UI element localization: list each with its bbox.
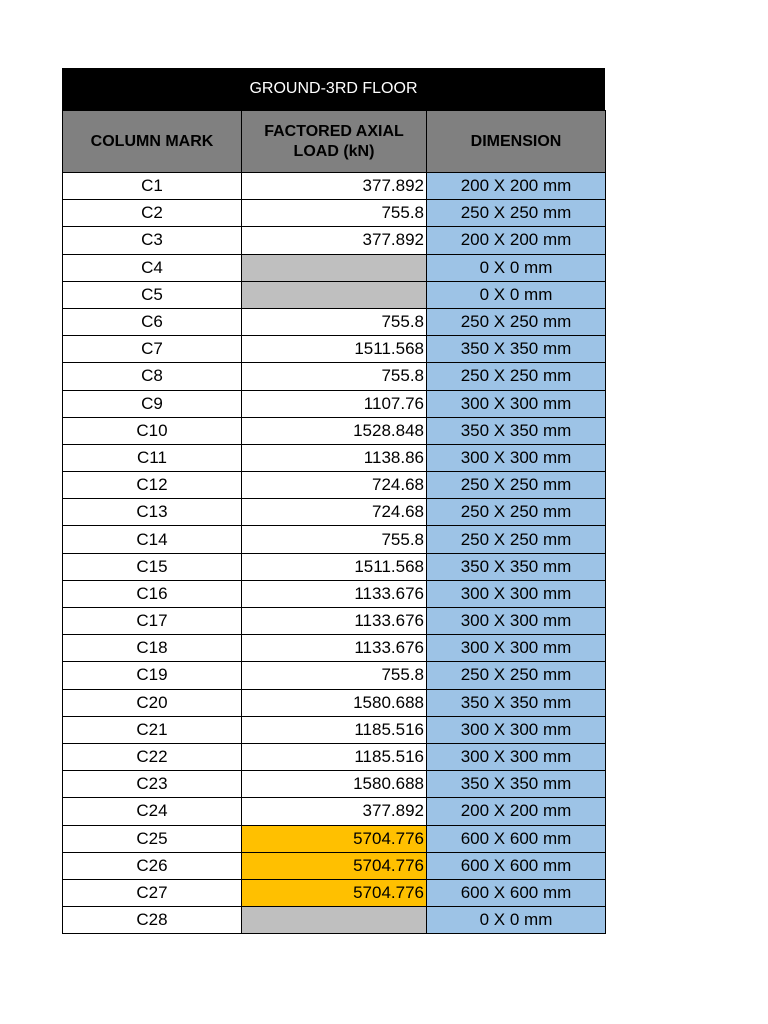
table-row	[63, 417, 606, 444]
dimension-cell: 0 X 0 mm	[427, 254, 606, 281]
factored-axial-load-cell: 1133.676	[242, 580, 427, 607]
column-mark-cell: C16	[63, 580, 242, 607]
dimension-cell: 350 X 350 mm	[427, 553, 606, 580]
dimension-cell: 350 X 350 mm	[427, 336, 606, 363]
factored-axial-load-cell: 755.8	[242, 662, 427, 689]
factored-axial-load-cell: 377.892	[242, 798, 427, 825]
table-title: GROUND-3RD FLOOR	[62, 68, 605, 110]
factored-axial-load-cell: 1185.516	[242, 743, 427, 770]
table-row	[63, 526, 606, 553]
header-row	[63, 111, 606, 173]
dimension-cell: 350 X 350 mm	[427, 689, 606, 716]
column-load-table	[62, 110, 606, 934]
dimension-cell: 250 X 250 mm	[427, 472, 606, 499]
column-mark-cell: C9	[63, 390, 242, 417]
table-row	[63, 907, 606, 934]
table-row	[63, 553, 606, 580]
table-row	[63, 200, 606, 227]
column-mark-cell: C24	[63, 798, 242, 825]
table-row	[63, 281, 606, 308]
column-mark-cell: C3	[63, 227, 242, 254]
factored-axial-load-cell: 5704.776	[242, 825, 427, 852]
factored-axial-load-cell: 1580.688	[242, 771, 427, 798]
dimension-cell: 300 X 300 mm	[427, 716, 606, 743]
table-row	[63, 444, 606, 471]
column-mark-cell: C12	[63, 472, 242, 499]
factored-axial-load-cell: 5704.776	[242, 852, 427, 879]
table-row	[63, 771, 606, 798]
factored-axial-load-cell: 1133.676	[242, 608, 427, 635]
column-mark-cell: C20	[63, 689, 242, 716]
factored-axial-load-cell: 377.892	[242, 173, 427, 200]
column-mark-cell: C6	[63, 308, 242, 335]
table-row	[63, 716, 606, 743]
column-mark-cell: C28	[63, 907, 242, 934]
dimension-cell: 350 X 350 mm	[427, 771, 606, 798]
dimension-cell: 600 X 600 mm	[427, 825, 606, 852]
column-mark-cell: C26	[63, 852, 242, 879]
factored-axial-load-cell: 755.8	[242, 526, 427, 553]
table-row	[63, 608, 606, 635]
dimension-cell: 0 X 0 mm	[427, 281, 606, 308]
table-row	[63, 499, 606, 526]
table-row	[63, 635, 606, 662]
column-mark-cell: C17	[63, 608, 242, 635]
factored-axial-load-cell: 1580.688	[242, 689, 427, 716]
factored-axial-load-cell: 1138.86	[242, 444, 427, 471]
factored-axial-load-cell: 1107.76	[242, 390, 427, 417]
table-row	[63, 227, 606, 254]
column-mark-cell: C10	[63, 417, 242, 444]
table-row	[63, 662, 606, 689]
column-mark-cell: C21	[63, 716, 242, 743]
table-row	[63, 173, 606, 200]
factored-axial-load-cell: 377.892	[242, 227, 427, 254]
factored-axial-load-cell: 1511.568	[242, 553, 427, 580]
dimension-cell: 200 X 200 mm	[427, 227, 606, 254]
dimension-cell: 250 X 250 mm	[427, 499, 606, 526]
dimension-cell: 600 X 600 mm	[427, 879, 606, 906]
factored-axial-load-cell: 1511.568	[242, 336, 427, 363]
table-row	[63, 798, 606, 825]
column-mark-cell: C8	[63, 363, 242, 390]
factored-axial-load-cell: 1185.516	[242, 716, 427, 743]
column-mark-cell: C15	[63, 553, 242, 580]
dimension-cell: 250 X 250 mm	[427, 308, 606, 335]
dimension-cell: 300 X 300 mm	[427, 635, 606, 662]
factored-axial-load-cell: 755.8	[242, 363, 427, 390]
factored-axial-load-cell	[242, 907, 427, 934]
column-mark-cell: C1	[63, 173, 242, 200]
column-mark-header: COLUMN MARK	[63, 111, 242, 173]
dimension-cell: 200 X 200 mm	[427, 798, 606, 825]
table-row	[63, 254, 606, 281]
dimension-cell: 250 X 250 mm	[427, 662, 606, 689]
dimension-cell: 300 X 300 mm	[427, 743, 606, 770]
factored-axial-load-cell: 1528.848	[242, 417, 427, 444]
table-row	[63, 825, 606, 852]
dimension-cell: 0 X 0 mm	[427, 907, 606, 934]
table-row	[63, 743, 606, 770]
table-body	[63, 173, 606, 934]
table-row	[63, 363, 606, 390]
dimension-cell: 250 X 250 mm	[427, 526, 606, 553]
factored-axial-load-cell: 755.8	[242, 308, 427, 335]
table-row	[63, 472, 606, 499]
column-mark-cell: C18	[63, 635, 242, 662]
column-mark-cell: C13	[63, 499, 242, 526]
column-mark-cell: C11	[63, 444, 242, 471]
factored-axial-load-cell: 724.68	[242, 499, 427, 526]
column-mark-cell: C22	[63, 743, 242, 770]
column-mark-cell: C19	[63, 662, 242, 689]
factored-axial-load-cell: 755.8	[242, 200, 427, 227]
column-mark-cell: C2	[63, 200, 242, 227]
table-row	[63, 580, 606, 607]
dimension-cell: 250 X 250 mm	[427, 200, 606, 227]
dimension-cell: 300 X 300 mm	[427, 390, 606, 417]
column-mark-cell: C23	[63, 771, 242, 798]
table-row	[63, 689, 606, 716]
column-schedule	[62, 68, 605, 934]
column-mark-cell: C5	[63, 281, 242, 308]
dimension-cell: 300 X 300 mm	[427, 580, 606, 607]
dimension-cell: 300 X 300 mm	[427, 608, 606, 635]
factored-axial-load-header: FACTORED AXIAL LOAD (kN)	[242, 111, 427, 173]
table-row	[63, 390, 606, 417]
dimension-cell: 200 X 200 mm	[427, 173, 606, 200]
dimension-cell: 250 X 250 mm	[427, 363, 606, 390]
table-row	[63, 308, 606, 335]
dimension-cell: 300 X 300 mm	[427, 444, 606, 471]
factored-axial-load-cell: 1133.676	[242, 635, 427, 662]
dimension-cell: 350 X 350 mm	[427, 417, 606, 444]
column-mark-cell: C7	[63, 336, 242, 363]
table-row	[63, 879, 606, 906]
factored-axial-load-cell	[242, 281, 427, 308]
table-row	[63, 852, 606, 879]
table-row	[63, 336, 606, 363]
dimension-cell: 600 X 600 mm	[427, 852, 606, 879]
factored-axial-load-cell	[242, 254, 427, 281]
column-mark-cell: C25	[63, 825, 242, 852]
column-mark-cell: C4	[63, 254, 242, 281]
column-mark-cell: C27	[63, 879, 242, 906]
factored-axial-load-cell: 5704.776	[242, 879, 427, 906]
factored-axial-load-cell: 724.68	[242, 472, 427, 499]
column-mark-cell: C14	[63, 526, 242, 553]
dimension-header: DIMENSION	[427, 111, 606, 173]
